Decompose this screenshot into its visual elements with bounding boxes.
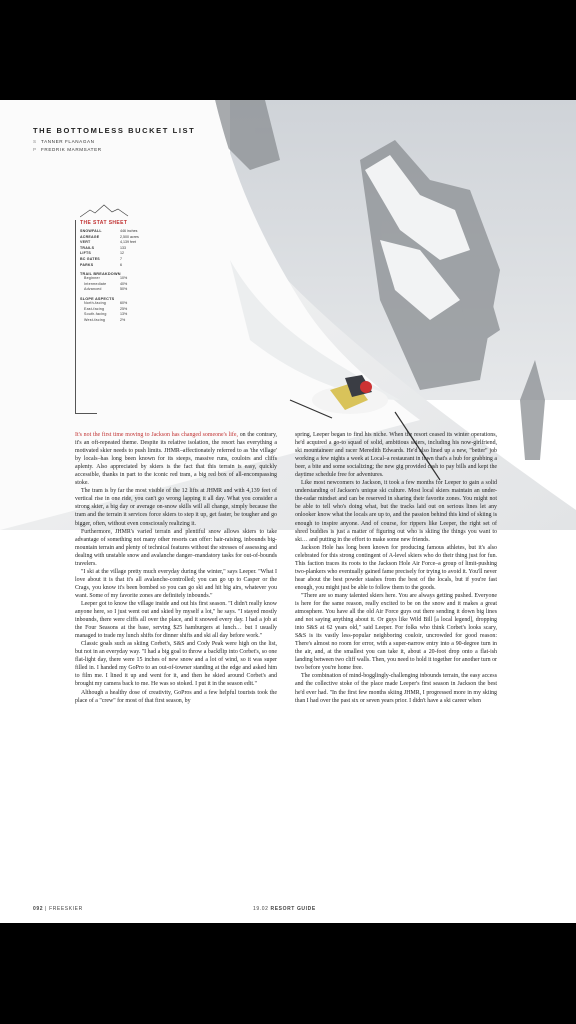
paragraph: Although a healthy dose of creativity, GoPros and a few helpful tourists took the place of a "crew" for most of that first season, by: [75, 689, 277, 704]
trail-row: Intermediate 40%: [84, 281, 128, 286]
credit-writer: S TANNER FLANAGAN: [33, 139, 95, 144]
paragraph: Leeper got to know the village inside and out his first season. "I didn't really know anyone here, so I just went out and skied by myself a lot," he says. "I stayed mostly inbounds, there were cliffs all over the place, and it snowed every day. I had a job at the Four Seasons at the base, serving $25 hamburgers at lunch… but I usually managed to trade my lunch shifts for dinner shifts and ski all day before work.": [75, 600, 277, 640]
article-column-right: [295, 431, 497, 705]
paragraph: "I ski at the village pretty much everyday during the winter," says Leeper. "What I love about it is that it's all avalanche-controlled; you can go up to Casper or the Crags, you know it's been bombed so you can go ski and hit big airs, whatever you want. Some of my favorite zones are definitely inbounds.": [75, 568, 277, 599]
folio-left: 092 | FREESKIER: [33, 906, 83, 912]
slope-row: North-facing 60%: [84, 300, 128, 305]
slope-row: West-facing 2%: [84, 317, 126, 322]
stat-row: PARKS 6: [80, 262, 122, 267]
issue-number: 19.02: [253, 906, 269, 912]
slope-row: East-facing 25%: [84, 306, 128, 311]
stat-sheet-rule-bottom: [75, 413, 97, 414]
issue-title: RESORT GUIDE: [270, 906, 316, 912]
stat-sheet-title: THE STAT SHEET: [80, 220, 128, 226]
article-series-title: THE BOTTOMLESS BUCKET LIST: [33, 126, 196, 135]
stat-row: BC GATES 7: [80, 256, 122, 261]
article-body: [75, 431, 497, 705]
paragraph: "There are so many talented skiers here. You are always getting pushed. Everyone is here for the same reason, really excited to be on the snow and it makes a great atmosphere. You have all the old Air Force guys out there sending it down big lines and not saying anything about it. Or guys like Wild Bill [a local legend], dropping into S&S at 62 years old," said Leeper. For folks who think Corbet's looks scary, S&S is its vastly less-popular neighboring couloir, uncrowded for good reason: There's almost no room for error, with a super-narrow entry into a 90-degree turn in the air, and, at the smallest you can take it, about a 20-foot drop onto a flat-ish landing between two cliff walls. Then, you need to hold it together for another turn or two before you're home free.: [295, 592, 497, 672]
stat-row: ACREAGE 2,500 acres: [80, 234, 139, 239]
article-header: [33, 126, 195, 154]
paragraph: The tram is by far the most visible of the 12 lifts at JHMR and with 4,139 feet of vertical rise in one ride, you can't go wrong lapping it all day. What you consider a strong skier, a big day or average on-snow skills will all change, simply because the tram and the terrain it services force skiers to step it up, get faster, be tougher and go bigger, often, without even consciously realizing it.: [75, 488, 277, 527]
slope-aspects-title: SLOPE ASPECTS: [80, 296, 115, 301]
photo-credits: [33, 138, 195, 154]
stat-row: SNOWFALL 446 inches: [80, 229, 138, 233]
trail-row: Beginner 10%: [84, 276, 128, 281]
article-column-left: [75, 431, 277, 705]
lead-in: It's not the first time moving to Jackson has changed someone's life,: [75, 432, 238, 438]
stat-sheet-rule: [75, 220, 76, 413]
paragraph: spring, Leeper began to find his niche. When the resort ceased its winter operations, he'd acquired a go-to squad of solid, ambitious skiers, including his now-girlfriend, ski mountaineer and racer Meredith Edwards. He'd also lined up a new, "better" job working a few nights a week at Local–a restaurant in town that's a hub for grabbing a beer, a bite and some socializing; the new gig provided cash to pay bills and kept the daytime schedule free for adventures.: [295, 432, 497, 479]
paragraph: Furthermore, JHMR's varied terrain and plentiful snow allows skiers to take advantage of something not many other resorts can offer: hair-raising, inbounds big-mountain terrain and plenty of technical features without the stresses of assessing and dealing with unstable snow and avalanche danger–mandatory tasks for out-of-bounds travelers.: [75, 528, 277, 567]
publication-name: FREESKIER: [49, 906, 83, 912]
folio-center: [253, 906, 316, 912]
stat-row: TRAILS 133: [80, 245, 126, 250]
slope-row: South-facing 13%: [84, 312, 128, 317]
paragraph: Like most newcomers to Jackson, it took a few months for Leeper to gain a solid understanding of Jackson's unique ski culture. Most local skiers maintain an under-the-radar mindset and can be reserved in sharing their favorite zones. You might not be able to tell who's doing what, but the tracks laid out on serious lines let any onlooker know what the locals are up to, and the passion behind this kind of skiing is enough to inspire anyone. And of course, for rippers like Leeper, the right set of shred buddies is just a matter of figuring out who is skiing the things you want to ski… and putting in the effort to make some new friends.: [295, 480, 497, 543]
paragraph: Classic goals such as skiing Corbet's, S&S and Cody Peak were high on the list, but not in an everyday way. "I had a big goal to throw a backflip into Corbet's, so one flat-light day, there were 15 inches of new snow and a lot of wind, so it was super filled in. I handed my GoPro to an out-of-towner standing at the edge and asked him to film me. I lined it up and went for it, and then he skied around Corbet's and brought my camera back to me. He was so stoked. I put it in the season edit.": [75, 641, 277, 688]
page-number: 092: [33, 906, 44, 912]
trail-row: Advanced 50%: [84, 287, 128, 292]
paragraph: It's not the first time moving to Jackson has changed someone's life, on the contrary, it's an oft-repeated theme. Despite its relative isolation, the resort has everything a motivated skier needs to push limits. JHMR–affectionately referred to as 'the village' by locals–has long been known for its steeps, massive runs, couloirs and cliffs aplenty. Also appreciated by skiers is the fact that this terrain is easy, quickly accessible, thanks in part to the iconic red tram, a big red box of all-encompassing stoke.: [75, 432, 277, 487]
paragraph: The combination of mind-bogglingly-challenging inbounds terrain, the easy access and the collective stoke of the place made Leeper's first season in Jackson the best he'd ever had. "In the first few months skiing JHMR, I progressed more in my skiing than I had over the past six or seven years prior. I didn't have a ski career when: [295, 673, 497, 704]
stat-row: LIFTS 12: [80, 251, 124, 256]
stat-sheet: [80, 220, 162, 323]
magazine-page: [0, 100, 576, 923]
trail-breakdown-title: TRAIL BREAKDOWN: [80, 272, 121, 277]
mountain-icon: [80, 204, 140, 218]
stat-row: VERT 4,139 feet: [80, 240, 136, 245]
credit-photographer: P FREDRIK MARMSATER: [33, 147, 102, 152]
stat-rows: [80, 229, 162, 268]
paragraph: Jackson Hole has long been known for producing famous athletes, but it's also celebrated for this strong contingent of A-level skiers who do their thing just for fun. This faction traces its roots to the Jackson Hole Air Force–a group of limit-pushing two-plankers who eventually gained fame precisely for trying to avoid it. You'll never hear about the best powder stashes from the best of the locals, but if you're fast enough, you might just be able to follow them to the goods.: [295, 544, 497, 591]
